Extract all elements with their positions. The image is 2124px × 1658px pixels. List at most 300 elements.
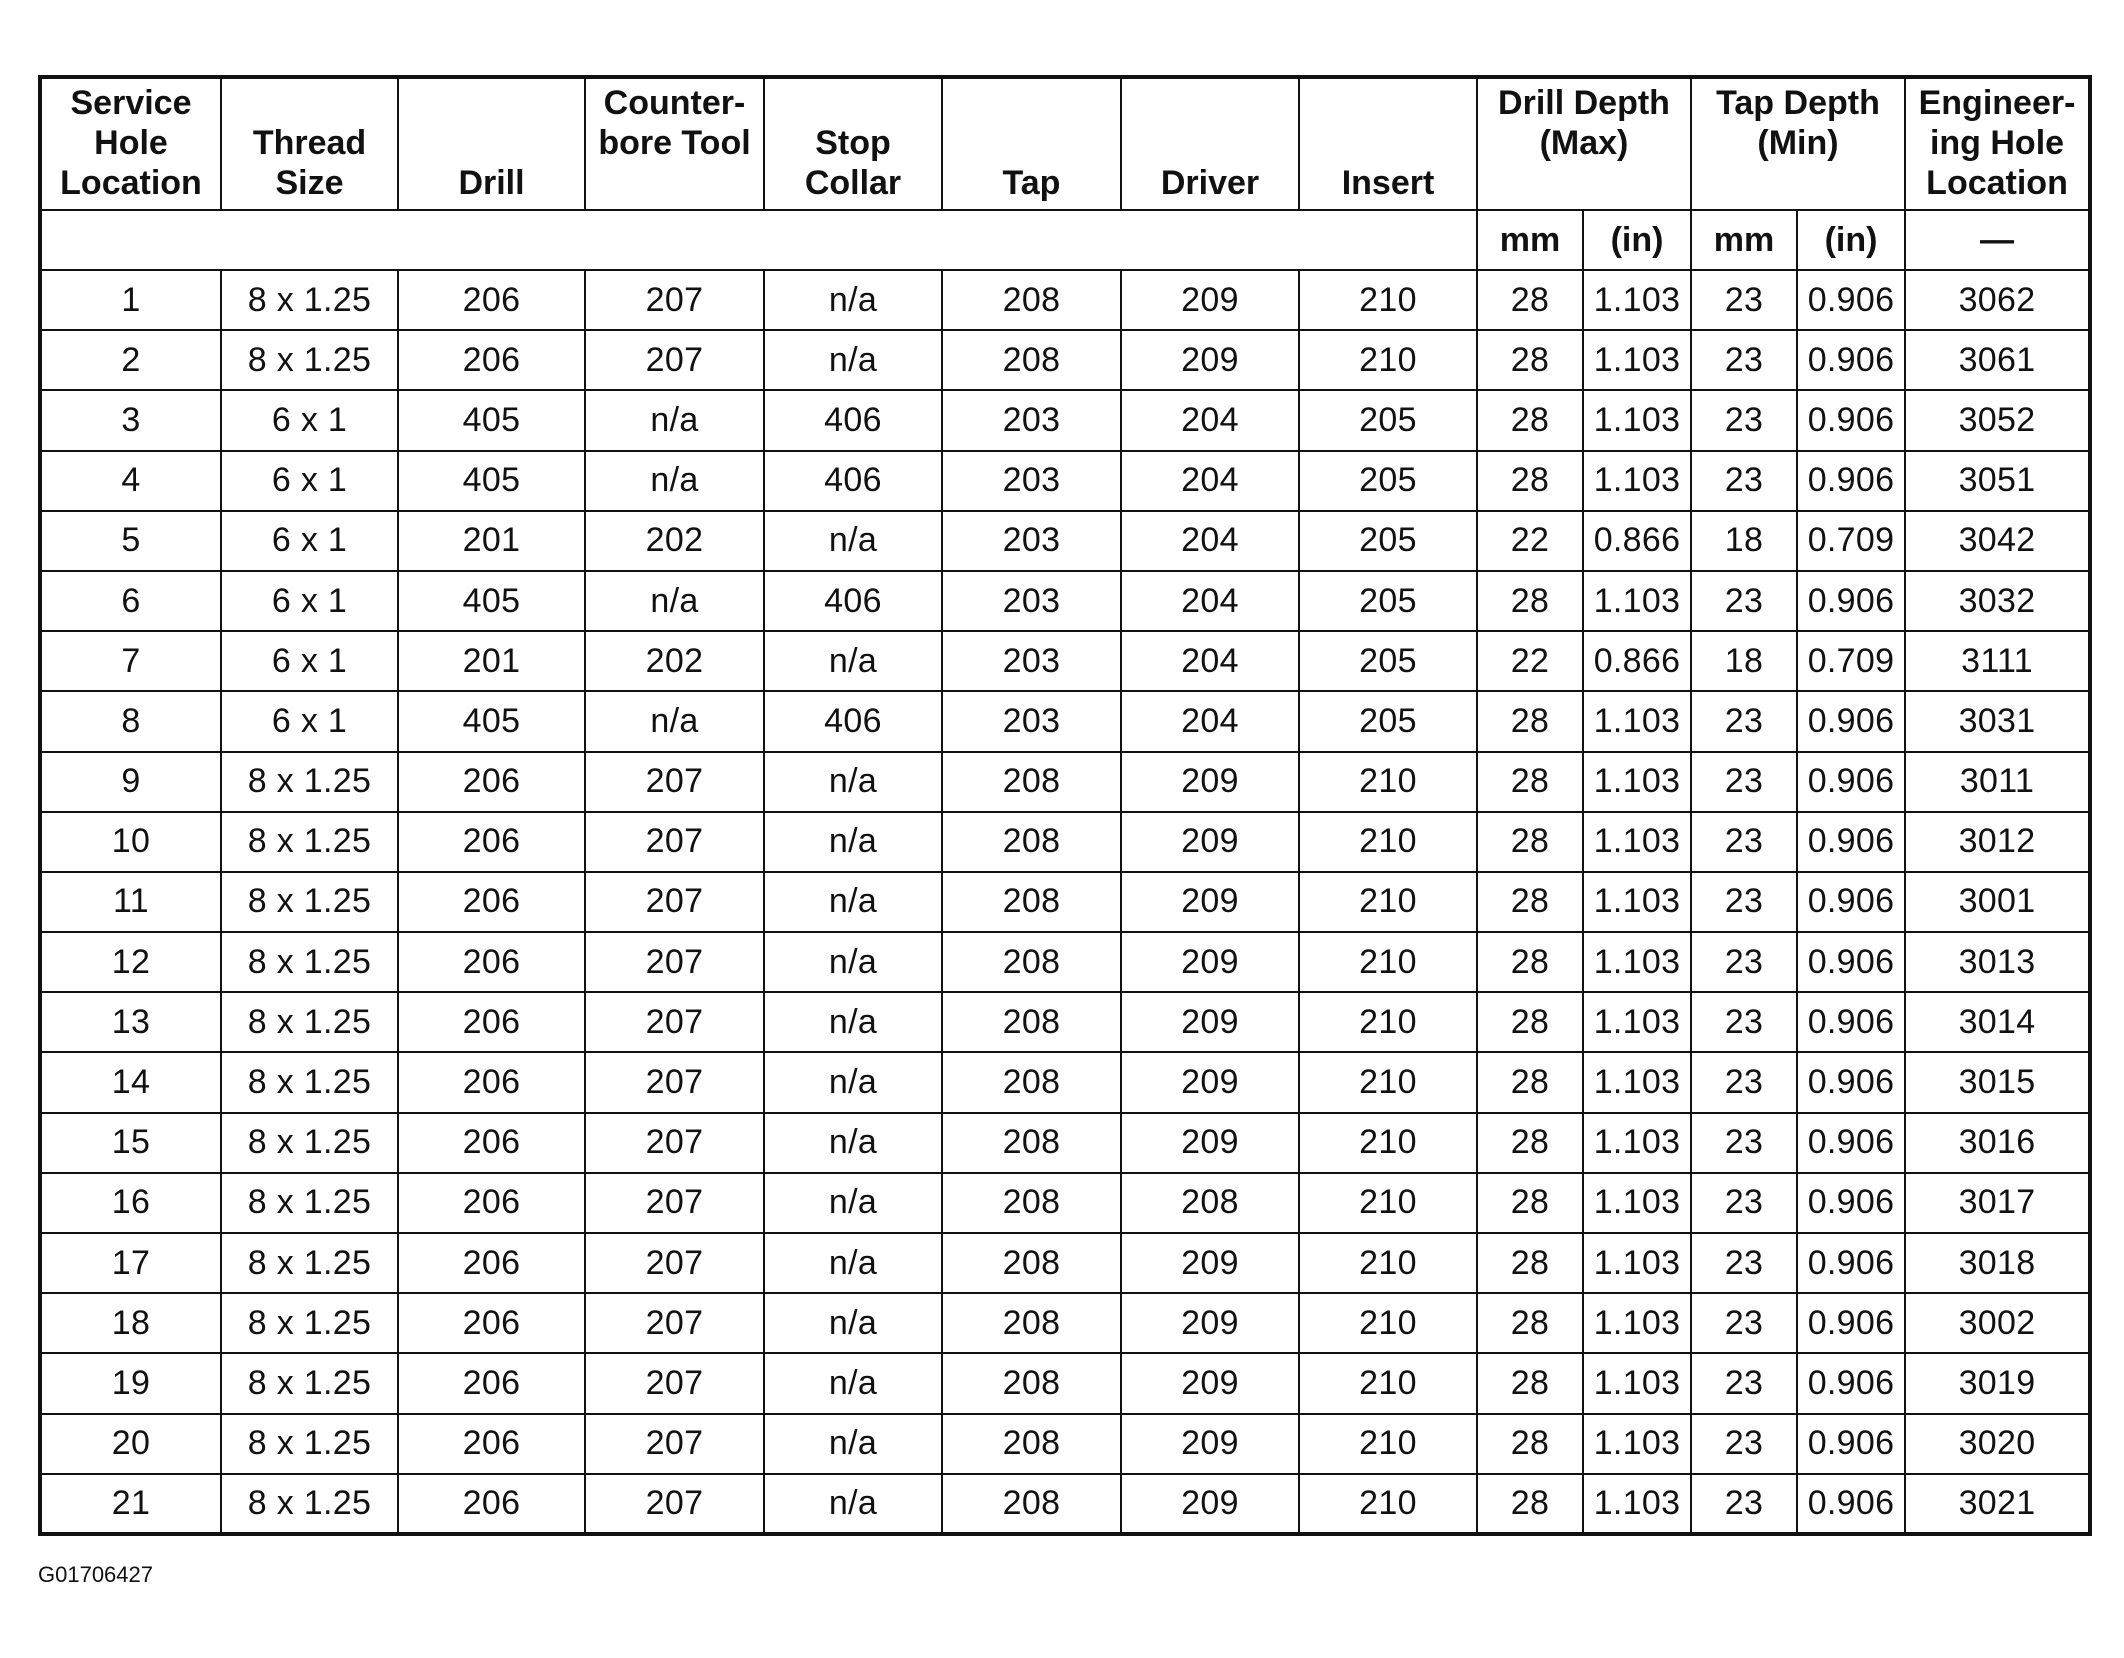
cell-engineering-hole-location: 3015 <box>1905 1052 2090 1112</box>
cell-drill-depth-in: 1.103 <box>1583 1113 1691 1173</box>
cell-tap-depth-mm: 23 <box>1691 932 1797 992</box>
cell-stop-collar: n/a <box>764 1293 942 1353</box>
cell-tap-depth-mm: 18 <box>1691 631 1797 691</box>
cell-tap: 208 <box>942 1414 1121 1474</box>
cell-tap-depth-mm: 23 <box>1691 691 1797 751</box>
cell-driver: 209 <box>1121 330 1299 390</box>
cell-tap-depth-mm: 23 <box>1691 1233 1797 1293</box>
cell-driver: 204 <box>1121 691 1299 751</box>
cell-counterbore-tool: n/a <box>585 451 764 511</box>
cell-tap-depth-in: 0.709 <box>1797 631 1905 691</box>
cell-engineering-hole-location: 3011 <box>1905 752 2090 812</box>
cell-drill: 206 <box>398 1353 585 1413</box>
cell-drill-depth-in: 1.103 <box>1583 1233 1691 1293</box>
cell-engineering-hole-location: 3052 <box>1905 390 2090 450</box>
cell-tap-depth-mm: 23 <box>1691 330 1797 390</box>
cell-tap: 208 <box>942 932 1121 992</box>
cell-thread-size: 8 x 1.25 <box>221 1353 398 1413</box>
cell-drill: 201 <box>398 631 585 691</box>
cell-service-hole-location: 8 <box>40 691 221 751</box>
cell-drill: 206 <box>398 812 585 872</box>
cell-stop-collar: n/a <box>764 932 942 992</box>
cell-drill-depth-in: 1.103 <box>1583 812 1691 872</box>
cell-tap-depth-mm: 23 <box>1691 1414 1797 1474</box>
cell-driver: 209 <box>1121 1293 1299 1353</box>
cell-driver: 209 <box>1121 1353 1299 1413</box>
cell-drill-depth-mm: 28 <box>1477 1353 1583 1413</box>
cell-stop-collar: n/a <box>764 1474 942 1534</box>
cell-tap: 208 <box>942 872 1121 932</box>
cell-drill-depth-mm: 28 <box>1477 571 1583 631</box>
cell-thread-size: 6 x 1 <box>221 691 398 751</box>
cell-tap-depth-in: 0.906 <box>1797 752 1905 812</box>
cell-insert: 205 <box>1299 631 1477 691</box>
cell-stop-collar: n/a <box>764 1113 942 1173</box>
cell-tap-depth-in: 0.906 <box>1797 270 1905 330</box>
cell-drill: 206 <box>398 1113 585 1173</box>
cell-tap: 208 <box>942 1233 1121 1293</box>
table-body <box>40 270 2090 1534</box>
cell-driver: 209 <box>1121 1474 1299 1534</box>
cell-service-hole-location: 18 <box>40 1293 221 1353</box>
cell-insert: 210 <box>1299 1474 1477 1534</box>
table-row <box>40 270 2090 330</box>
cell-drill: 206 <box>398 992 585 1052</box>
cell-drill: 405 <box>398 390 585 450</box>
cell-tap-depth-in: 0.906 <box>1797 1233 1905 1293</box>
cell-drill: 206 <box>398 330 585 390</box>
cell-drill-depth-mm: 22 <box>1477 631 1583 691</box>
cell-tap: 208 <box>942 752 1121 812</box>
cell-insert: 210 <box>1299 1173 1477 1233</box>
table-row <box>40 631 2090 691</box>
units-blank-cell <box>40 210 1477 270</box>
table-row <box>40 1052 2090 1112</box>
cell-tap-depth-in: 0.906 <box>1797 1474 1905 1534</box>
cell-counterbore-tool: 202 <box>585 631 764 691</box>
cell-counterbore-tool: 207 <box>585 270 764 330</box>
cell-insert: 210 <box>1299 872 1477 932</box>
table-row <box>40 691 2090 751</box>
cell-drill-depth-mm: 28 <box>1477 752 1583 812</box>
cell-service-hole-location: 19 <box>40 1353 221 1413</box>
cell-stop-collar: 406 <box>764 390 942 450</box>
figure-code: G01706427 <box>38 1562 153 1587</box>
header-insert: Insert <box>1299 77 1477 210</box>
cell-tap-depth-in: 0.906 <box>1797 330 1905 390</box>
header-stop-collar: Stop Collar <box>764 77 942 210</box>
cell-tap: 208 <box>942 1173 1121 1233</box>
cell-insert: 210 <box>1299 1113 1477 1173</box>
cell-tap: 203 <box>942 451 1121 511</box>
cell-thread-size: 6 x 1 <box>221 511 398 571</box>
cell-engineering-hole-location: 3012 <box>1905 812 2090 872</box>
cell-tap-depth-in: 0.906 <box>1797 571 1905 631</box>
cell-drill: 405 <box>398 451 585 511</box>
cell-service-hole-location: 2 <box>40 330 221 390</box>
cell-drill-depth-mm: 28 <box>1477 270 1583 330</box>
cell-driver: 204 <box>1121 451 1299 511</box>
cell-drill-depth-in: 1.103 <box>1583 1353 1691 1413</box>
cell-service-hole-location: 21 <box>40 1474 221 1534</box>
cell-drill-depth-mm: 28 <box>1477 1414 1583 1474</box>
cell-stop-collar: n/a <box>764 1353 942 1413</box>
cell-thread-size: 6 x 1 <box>221 631 398 691</box>
cell-driver: 209 <box>1121 992 1299 1052</box>
cell-thread-size: 8 x 1.25 <box>221 270 398 330</box>
cell-engineering-hole-location: 3019 <box>1905 1353 2090 1413</box>
cell-tap: 208 <box>942 812 1121 872</box>
cell-engineering-hole-location: 3021 <box>1905 1474 2090 1534</box>
table-row <box>40 511 2090 571</box>
cell-tap: 203 <box>942 511 1121 571</box>
cell-tap: 203 <box>942 390 1121 450</box>
cell-stop-collar: 406 <box>764 451 942 511</box>
cell-drill-depth-in: 1.103 <box>1583 1173 1691 1233</box>
cell-service-hole-location: 9 <box>40 752 221 812</box>
cell-insert: 205 <box>1299 390 1477 450</box>
cell-drill-depth-in: 1.103 <box>1583 451 1691 511</box>
unit-drill-in: (in) <box>1583 210 1691 270</box>
cell-drill-depth-mm: 28 <box>1477 1173 1583 1233</box>
cell-drill-depth-in: 1.103 <box>1583 872 1691 932</box>
cell-counterbore-tool: 207 <box>585 1353 764 1413</box>
table-row <box>40 451 2090 511</box>
cell-counterbore-tool: n/a <box>585 390 764 450</box>
cell-engineering-hole-location: 3062 <box>1905 270 2090 330</box>
cell-tap: 208 <box>942 1052 1121 1112</box>
cell-drill-depth-mm: 28 <box>1477 1474 1583 1534</box>
cell-drill-depth-mm: 28 <box>1477 812 1583 872</box>
cell-insert: 210 <box>1299 932 1477 992</box>
cell-tap-depth-mm: 23 <box>1691 1113 1797 1173</box>
cell-tap: 208 <box>942 330 1121 390</box>
cell-service-hole-location: 17 <box>40 1233 221 1293</box>
cell-insert: 210 <box>1299 812 1477 872</box>
cell-engineering-hole-location: 3016 <box>1905 1113 2090 1173</box>
cell-tap-depth-in: 0.906 <box>1797 872 1905 932</box>
cell-engineering-hole-location: 3013 <box>1905 932 2090 992</box>
cell-counterbore-tool: 202 <box>585 511 764 571</box>
cell-drill-depth-mm: 28 <box>1477 691 1583 751</box>
cell-tap-depth-mm: 23 <box>1691 992 1797 1052</box>
cell-tap-depth-mm: 23 <box>1691 1173 1797 1233</box>
cell-engineering-hole-location: 3014 <box>1905 992 2090 1052</box>
cell-stop-collar: n/a <box>764 1052 942 1112</box>
cell-drill-depth-in: 1.103 <box>1583 1052 1691 1112</box>
cell-drill-depth-in: 1.103 <box>1583 270 1691 330</box>
cell-driver: 204 <box>1121 511 1299 571</box>
cell-counterbore-tool: 207 <box>585 1293 764 1353</box>
cell-tap-depth-in: 0.709 <box>1797 511 1905 571</box>
cell-counterbore-tool: n/a <box>585 691 764 751</box>
cell-thread-size: 6 x 1 <box>221 571 398 631</box>
cell-insert: 205 <box>1299 451 1477 511</box>
cell-driver: 209 <box>1121 872 1299 932</box>
cell-drill-depth-mm: 28 <box>1477 992 1583 1052</box>
table-row <box>40 1293 2090 1353</box>
table-row <box>40 1414 2090 1474</box>
cell-drill-depth-in: 1.103 <box>1583 1474 1691 1534</box>
cell-tap-depth-in: 0.906 <box>1797 390 1905 450</box>
cell-driver: 204 <box>1121 390 1299 450</box>
cell-tap: 208 <box>942 992 1121 1052</box>
cell-drill: 201 <box>398 511 585 571</box>
cell-insert: 210 <box>1299 992 1477 1052</box>
cell-tap: 208 <box>942 1474 1121 1534</box>
cell-counterbore-tool: 207 <box>585 872 764 932</box>
cell-insert: 205 <box>1299 691 1477 751</box>
cell-drill-depth-in: 1.103 <box>1583 752 1691 812</box>
cell-thread-size: 8 x 1.25 <box>221 932 398 992</box>
cell-insert: 210 <box>1299 1052 1477 1112</box>
cell-drill-depth-in: 1.103 <box>1583 932 1691 992</box>
cell-driver: 209 <box>1121 752 1299 812</box>
cell-thread-size: 8 x 1.25 <box>221 992 398 1052</box>
cell-counterbore-tool: 207 <box>585 992 764 1052</box>
cell-tap-depth-mm: 18 <box>1691 511 1797 571</box>
cell-insert: 210 <box>1299 1414 1477 1474</box>
cell-tap: 203 <box>942 571 1121 631</box>
cell-tap-depth-in: 0.906 <box>1797 1414 1905 1474</box>
cell-driver: 209 <box>1121 1113 1299 1173</box>
cell-tap-depth-mm: 23 <box>1691 1474 1797 1534</box>
cell-drill: 206 <box>398 1474 585 1534</box>
cell-stop-collar: n/a <box>764 992 942 1052</box>
cell-tap: 208 <box>942 270 1121 330</box>
cell-stop-collar: n/a <box>764 752 942 812</box>
cell-drill-depth-mm: 28 <box>1477 1233 1583 1293</box>
cell-tap-depth-mm: 23 <box>1691 872 1797 932</box>
cell-tap-depth-in: 0.906 <box>1797 932 1905 992</box>
cell-drill-depth-mm: 22 <box>1477 511 1583 571</box>
cell-tap-depth-in: 0.906 <box>1797 812 1905 872</box>
cell-tap: 203 <box>942 691 1121 751</box>
cell-drill-depth-mm: 28 <box>1477 451 1583 511</box>
cell-stop-collar: n/a <box>764 270 942 330</box>
cell-tap-depth-mm: 23 <box>1691 812 1797 872</box>
cell-tap: 208 <box>942 1293 1121 1353</box>
cell-tap: 208 <box>942 1353 1121 1413</box>
cell-engineering-hole-location: 3001 <box>1905 872 2090 932</box>
cell-drill: 206 <box>398 752 585 812</box>
cell-thread-size: 8 x 1.25 <box>221 1052 398 1112</box>
cell-stop-collar: 406 <box>764 691 942 751</box>
cell-tap-depth-mm: 23 <box>1691 1052 1797 1112</box>
cell-tap: 203 <box>942 631 1121 691</box>
cell-engineering-hole-location: 3061 <box>1905 330 2090 390</box>
cell-service-hole-location: 3 <box>40 390 221 450</box>
cell-thread-size: 6 x 1 <box>221 390 398 450</box>
cell-driver: 208 <box>1121 1173 1299 1233</box>
cell-thread-size: 8 x 1.25 <box>221 1293 398 1353</box>
cell-tap-depth-mm: 23 <box>1691 752 1797 812</box>
header-engineering-hole-location: Engineer- ing Hole Location <box>1905 77 2090 210</box>
cell-thread-size: 8 x 1.25 <box>221 752 398 812</box>
cell-tap-depth-mm: 23 <box>1691 270 1797 330</box>
cell-counterbore-tool: 207 <box>585 1113 764 1173</box>
header-tap-depth: Tap Depth (Min) <box>1691 77 1905 210</box>
cell-drill-depth-in: 1.103 <box>1583 691 1691 751</box>
cell-drill: 206 <box>398 270 585 330</box>
cell-insert: 205 <box>1299 571 1477 631</box>
cell-service-hole-location: 7 <box>40 631 221 691</box>
cell-drill-depth-in: 0.866 <box>1583 631 1691 691</box>
cell-drill-depth-mm: 28 <box>1477 330 1583 390</box>
cell-thread-size: 8 x 1.25 <box>221 330 398 390</box>
header-tap: Tap <box>942 77 1121 210</box>
cell-service-hole-location: 1 <box>40 270 221 330</box>
cell-insert: 210 <box>1299 1293 1477 1353</box>
cell-service-hole-location: 12 <box>40 932 221 992</box>
table-row <box>40 1173 2090 1233</box>
cell-service-hole-location: 4 <box>40 451 221 511</box>
cell-engineering-hole-location: 3032 <box>1905 571 2090 631</box>
cell-tap-depth-in: 0.906 <box>1797 1353 1905 1413</box>
cell-tap: 208 <box>942 1113 1121 1173</box>
cell-drill-depth-mm: 28 <box>1477 932 1583 992</box>
cell-engineering-hole-location: 3002 <box>1905 1293 2090 1353</box>
cell-drill-depth-in: 1.103 <box>1583 1293 1691 1353</box>
cell-engineering-hole-location: 3017 <box>1905 1173 2090 1233</box>
cell-service-hole-location: 15 <box>40 1113 221 1173</box>
cell-stop-collar: n/a <box>764 812 942 872</box>
cell-stop-collar: n/a <box>764 1233 942 1293</box>
cell-tap-depth-mm: 23 <box>1691 1353 1797 1413</box>
cell-tap-depth-in: 0.906 <box>1797 1293 1905 1353</box>
cell-drill-depth-in: 1.103 <box>1583 390 1691 450</box>
cell-drill-depth-mm: 28 <box>1477 1052 1583 1112</box>
cell-engineering-hole-location: 3051 <box>1905 451 2090 511</box>
cell-drill-depth-in: 1.103 <box>1583 1414 1691 1474</box>
cell-drill: 206 <box>398 872 585 932</box>
header-row <box>40 77 2090 210</box>
cell-drill-depth-mm: 28 <box>1477 872 1583 932</box>
header-drill-depth: Drill Depth (Max) <box>1477 77 1691 210</box>
cell-engineering-hole-location: 3111 <box>1905 631 2090 691</box>
cell-engineering-hole-location: 3018 <box>1905 1233 2090 1293</box>
cell-drill-depth-in: 0.866 <box>1583 511 1691 571</box>
cell-service-hole-location: 5 <box>40 511 221 571</box>
cell-driver: 209 <box>1121 1414 1299 1474</box>
cell-stop-collar: n/a <box>764 330 942 390</box>
cell-tap-depth-in: 0.906 <box>1797 992 1905 1052</box>
cell-tap-depth-mm: 23 <box>1691 571 1797 631</box>
cell-insert: 205 <box>1299 511 1477 571</box>
cell-service-hole-location: 16 <box>40 1173 221 1233</box>
cell-insert: 210 <box>1299 270 1477 330</box>
cell-drill: 206 <box>398 1414 585 1474</box>
cell-stop-collar: n/a <box>764 1173 942 1233</box>
cell-drill-depth-mm: 28 <box>1477 1293 1583 1353</box>
cell-tap-depth-mm: 23 <box>1691 451 1797 511</box>
cell-drill-depth-mm: 28 <box>1477 1113 1583 1173</box>
unit-tap-mm: mm <box>1691 210 1797 270</box>
table-row <box>40 330 2090 390</box>
cell-drill: 206 <box>398 1173 585 1233</box>
unit-drill-mm: mm <box>1477 210 1583 270</box>
cell-drill: 206 <box>398 932 585 992</box>
header-driver: Driver <box>1121 77 1299 210</box>
cell-counterbore-tool: 207 <box>585 1173 764 1233</box>
cell-driver: 209 <box>1121 812 1299 872</box>
table-row <box>40 1353 2090 1413</box>
table-row <box>40 390 2090 450</box>
header-service-hole-location: Service Hole Location <box>40 77 221 210</box>
cell-driver: 204 <box>1121 631 1299 691</box>
cell-drill: 206 <box>398 1293 585 1353</box>
cell-service-hole-location: 11 <box>40 872 221 932</box>
cell-stop-collar: n/a <box>764 631 942 691</box>
header-drill: Drill <box>398 77 585 210</box>
cell-stop-collar: n/a <box>764 511 942 571</box>
cell-tap-depth-in: 0.906 <box>1797 1113 1905 1173</box>
cell-engineering-hole-location: 3031 <box>1905 691 2090 751</box>
cell-counterbore-tool: 207 <box>585 1474 764 1534</box>
cell-tap-depth-in: 0.906 <box>1797 451 1905 511</box>
cell-tap-depth-mm: 23 <box>1691 390 1797 450</box>
table-row <box>40 932 2090 992</box>
unit-engineering-dash: — <box>1905 210 2090 270</box>
cell-drill: 206 <box>398 1233 585 1293</box>
cell-counterbore-tool: 207 <box>585 330 764 390</box>
cell-thread-size: 8 x 1.25 <box>221 1474 398 1534</box>
header-thread-size: Thread Size <box>221 77 398 210</box>
cell-insert: 210 <box>1299 752 1477 812</box>
unit-tap-in: (in) <box>1797 210 1905 270</box>
cell-drill-depth-in: 1.103 <box>1583 330 1691 390</box>
cell-counterbore-tool: 207 <box>585 752 764 812</box>
cell-counterbore-tool: 207 <box>585 1052 764 1112</box>
cell-driver: 209 <box>1121 270 1299 330</box>
cell-driver: 204 <box>1121 571 1299 631</box>
cell-stop-collar: 406 <box>764 571 942 631</box>
table-row <box>40 1474 2090 1534</box>
cell-drill-depth-mm: 28 <box>1477 390 1583 450</box>
cell-counterbore-tool: 207 <box>585 1414 764 1474</box>
cell-counterbore-tool: 207 <box>585 1233 764 1293</box>
cell-thread-size: 8 x 1.25 <box>221 1173 398 1233</box>
table-row <box>40 571 2090 631</box>
cell-counterbore-tool: 207 <box>585 812 764 872</box>
cell-insert: 210 <box>1299 330 1477 390</box>
cell-drill: 206 <box>398 1052 585 1112</box>
cell-tap-depth-in: 0.906 <box>1797 1173 1905 1233</box>
cell-engineering-hole-location: 3042 <box>1905 511 2090 571</box>
cell-drill: 405 <box>398 691 585 751</box>
cell-counterbore-tool: 207 <box>585 932 764 992</box>
cell-thread-size: 8 x 1.25 <box>221 1233 398 1293</box>
cell-service-hole-location: 10 <box>40 812 221 872</box>
cell-service-hole-location: 6 <box>40 571 221 631</box>
cell-insert: 210 <box>1299 1353 1477 1413</box>
cell-thread-size: 6 x 1 <box>221 451 398 511</box>
cell-driver: 209 <box>1121 932 1299 992</box>
cell-stop-collar: n/a <box>764 872 942 932</box>
cell-service-hole-location: 13 <box>40 992 221 1052</box>
cell-thread-size: 8 x 1.25 <box>221 1414 398 1474</box>
table-row <box>40 872 2090 932</box>
cell-drill-depth-in: 1.103 <box>1583 992 1691 1052</box>
cell-service-hole-location: 14 <box>40 1052 221 1112</box>
cell-tap-depth-in: 0.906 <box>1797 691 1905 751</box>
header-counterbore-tool: Counter- bore Tool <box>585 77 764 210</box>
cell-tap-depth-in: 0.906 <box>1797 1052 1905 1112</box>
cell-thread-size: 8 x 1.25 <box>221 872 398 932</box>
cell-driver: 209 <box>1121 1233 1299 1293</box>
units-row <box>40 210 2090 270</box>
cell-driver: 209 <box>1121 1052 1299 1112</box>
